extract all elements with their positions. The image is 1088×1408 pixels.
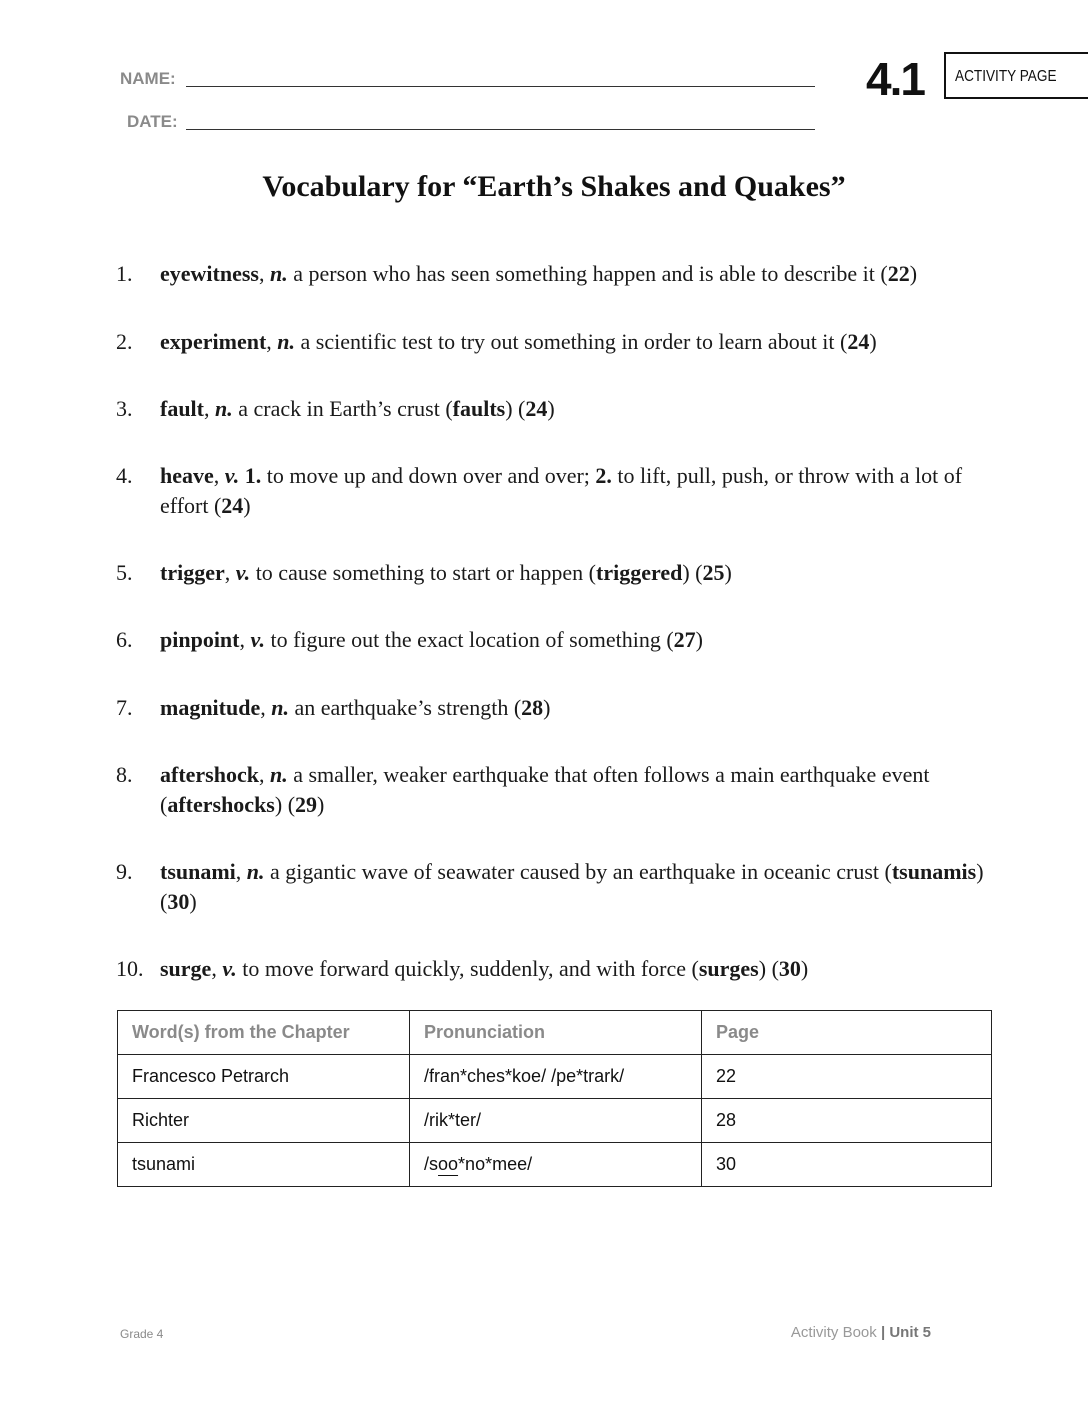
part-of-speech: n. [269,261,288,286]
part-of-speech: n. [277,329,296,354]
page-ref: 24 [525,396,548,421]
date-label: DATE: [127,112,178,131]
word-form: faults [452,396,506,421]
table-row [118,1055,992,1099]
page-ref: 25 [702,560,725,585]
item-number: 10. [116,956,144,981]
item-number: 8. [116,762,133,787]
stressed-syllable: oo [438,1154,459,1174]
item-number: 1. [116,261,133,286]
word-cell: Richter [118,1099,410,1143]
item-number: 9. [116,859,133,884]
vocab-word: surge [160,956,212,981]
pronunciation-cell: /soo*no*mee/ [410,1143,702,1187]
word-cell: Francesco Petrarch [118,1055,410,1099]
page-ref: 27 [673,627,696,652]
vocab-word: fault [160,396,204,421]
item-number: 5. [116,560,133,585]
vocab-word: heave [160,463,214,488]
footer-grade: Grade 4 [120,1327,164,1341]
part-of-speech: n. [269,762,288,787]
footer-book: Activity Book | Unit 5 [790,1324,931,1341]
definition: to figure out the exact location of something ( [264,627,674,652]
part-of-speech: v. [222,956,237,981]
pronunciation-table [117,1010,992,1187]
name-line[interactable] [186,86,815,87]
item-number: 7. [116,695,133,720]
item-number: 2. [116,329,133,354]
vocab-word: aftershock [160,762,259,787]
item-number: 4. [116,463,133,488]
sense-number: 1. [244,463,262,488]
table-row [118,1099,992,1143]
word-form: tsunamis [891,859,977,884]
definition: a gigantic wave of seawater caused by an earthquake in oceanic crust ( [264,859,892,884]
activity-page-box [944,52,1088,99]
vocab-word: experiment [160,329,267,354]
definition: a scientific test to try out something in order to learn about it ( [295,329,848,354]
page-title: Vocabulary for “Earth’s Shakes and Quakes” [262,170,846,203]
vocab-word: trigger [160,560,225,585]
vocab-word: magnitude [160,695,261,720]
word-form: triggered [596,560,683,585]
pronunciation-cell: /fran*ches*koe/ /pe*trark/ [410,1055,702,1099]
part-of-speech: n. [215,396,233,421]
page-ref: 30 [778,956,801,981]
part-of-speech: n. [271,695,289,720]
page-ref: 28 [521,695,544,720]
part-of-speech: n. [246,859,265,884]
table-header-row [118,1011,992,1055]
page-ref: 29 [295,792,318,817]
definition: an earthquake’s strength ( [289,695,522,720]
definition: a smaller, weaker earthquake that often follows a main earthquake event ( [160,762,930,817]
word-cell: tsunami [118,1143,410,1187]
definition: a crack in Earth’s crust ( [232,396,453,421]
definition: to move up and down over and over; [261,463,596,488]
activity-number: 4.1 [866,53,924,105]
activity-page-label: ACTIVITY PAGE [955,68,1057,85]
definition: to cause something to start or happen ( [250,560,596,585]
word-form: surges [698,956,759,981]
item-number: 3. [116,396,133,421]
part-of-speech: v. [250,627,265,652]
date-line[interactable] [186,129,815,130]
vocab-word: pinpoint [160,627,240,652]
page-ref: 24 [221,493,244,518]
column-header: Pronunciation [410,1011,702,1055]
vocab-word: eyewitness [160,261,259,286]
definition: to move forward quickly, suddenly, and with force ( [236,956,699,981]
name-label: NAME: [120,69,176,88]
item-number: 6. [116,627,133,652]
page-ref: 24 [847,329,870,354]
sense-number: 2. [595,463,612,488]
column-header: Word(s) from the Chapter [118,1011,410,1055]
part-of-speech: v. [235,560,251,585]
page-ref: 30 [167,889,190,914]
table-row [118,1143,992,1187]
part-of-speech: v. [224,463,240,488]
page-cell: 30 [702,1143,992,1187]
vocab-word: tsunami [160,859,236,884]
page-ref: 22 [887,261,910,286]
column-header: Page [702,1011,992,1055]
page-cell: 22 [702,1055,992,1099]
pronunciation-cell: /rik*ter/ [410,1099,702,1143]
page-cell: 28 [702,1099,992,1143]
word-form: aftershocks [167,792,275,817]
definition: a person who has seen something happen and is able to describe it ( [287,261,888,286]
definition: to lift, pull, push, or throw with a lot of effort ( [160,463,963,518]
